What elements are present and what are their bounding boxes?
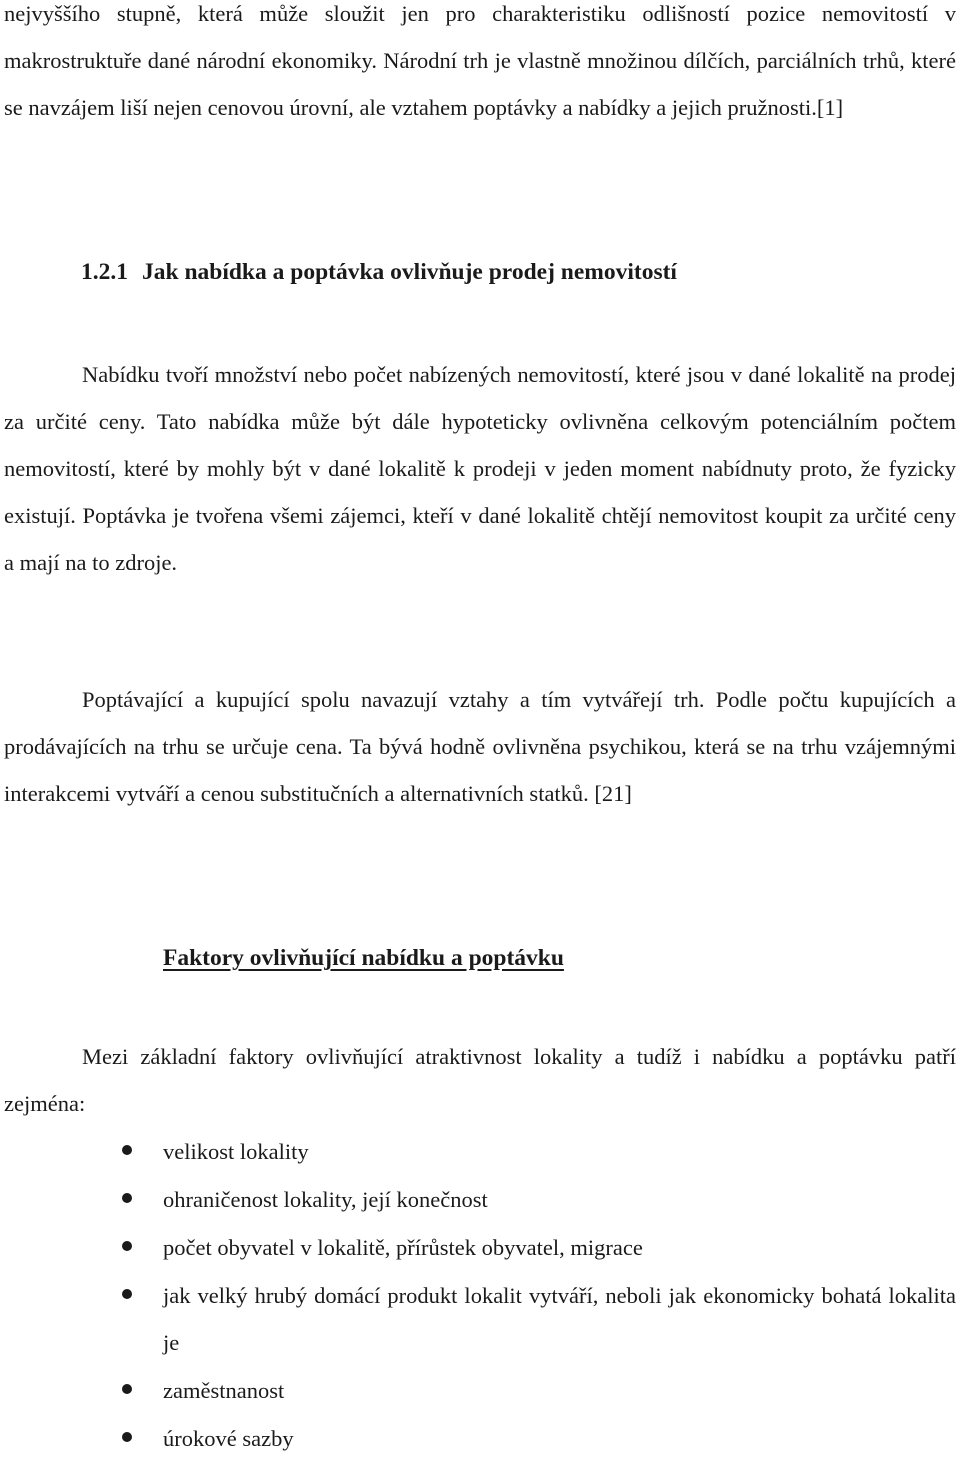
list-item-text: úrokové sazby (163, 1426, 294, 1451)
list-item (4, 1367, 956, 1414)
list-item (4, 1128, 956, 1175)
factor-list (4, 1128, 956, 1463)
list-item (4, 1176, 956, 1223)
intro-paragraph: nejvyššího stupně, která může sloužit jen pro charakteristiku odlišností pozice nemovitostí v makrostruktuře dané národní ekonomiky. Národní trh je vlastně množinou dílčích, parciálních trhů, které se navzájem liší nejen cenovou úrovní, ale vztahem poptávky a nabídky a jejich pružnosti.[1] (4, 1, 956, 120)
list-item-text: jak velký hrubý domácí produkt lokalit vytváří, neboli jak ekonomicky bohatá lokalita je (163, 1283, 956, 1355)
section-heading (81, 252, 677, 292)
supply-paragraph: Nabídku tvoří množství nebo počet nabízených nemovitostí, které jsou v dané lokalitě na prodej za určité ceny. Tato nabídka může být dále hypoteticky ovlivněna celkovým potenciálním počtem nemovitostí, které by mohly být v dané lokalitě k prodeji v jeden moment nabídnuty proto, že fyzicky existují. Poptávka je tvořena všemi zájemci, kteří v dané lokalitě chtějí nemovitost koupit za určité ceny a mají na to zdroje. (4, 362, 956, 575)
list-item-text: velikost lokality (163, 1139, 309, 1164)
bullet-icon (122, 1241, 132, 1251)
bullet-icon (122, 1145, 132, 1155)
demand-paragraph: Poptávající a kupující spolu navazují vztahy a tím vytvářejí trh. Podle počtu kupujících a prodávajících na trhu se určuje cena. Ta bývá hodně ovlivněna psychikou, která se na trhu vzájemnými interakcemi vytváří a cenou substitučních a alternativních statků. [21] (4, 687, 956, 806)
list-item (4, 1272, 956, 1366)
section-title: Jak nabídka a poptávka ovlivňuje prodej nemovitostí (142, 259, 677, 285)
list-item (4, 1224, 956, 1271)
list-item-text: ohraničenost lokality, její konečnost (163, 1187, 488, 1212)
bullet-icon (122, 1193, 132, 1203)
list-item-text: počet obyvatel v lokalitě, přírůstek obyvatel, migrace (163, 1235, 643, 1260)
factors-heading: Faktory ovlivňující nabídku a poptávku (163, 945, 564, 971)
factors-intro-paragraph: Mezi základní faktory ovlivňující atraktivnost lokality a tudíž i nabídku a poptávku patří zejména: (4, 1044, 956, 1116)
bullet-icon (122, 1289, 132, 1299)
bullet-icon (122, 1432, 132, 1442)
bullet-icon (122, 1384, 132, 1394)
list-item-text: zaměstnanost (163, 1378, 285, 1403)
section-number: 1.2.1 (81, 259, 128, 285)
